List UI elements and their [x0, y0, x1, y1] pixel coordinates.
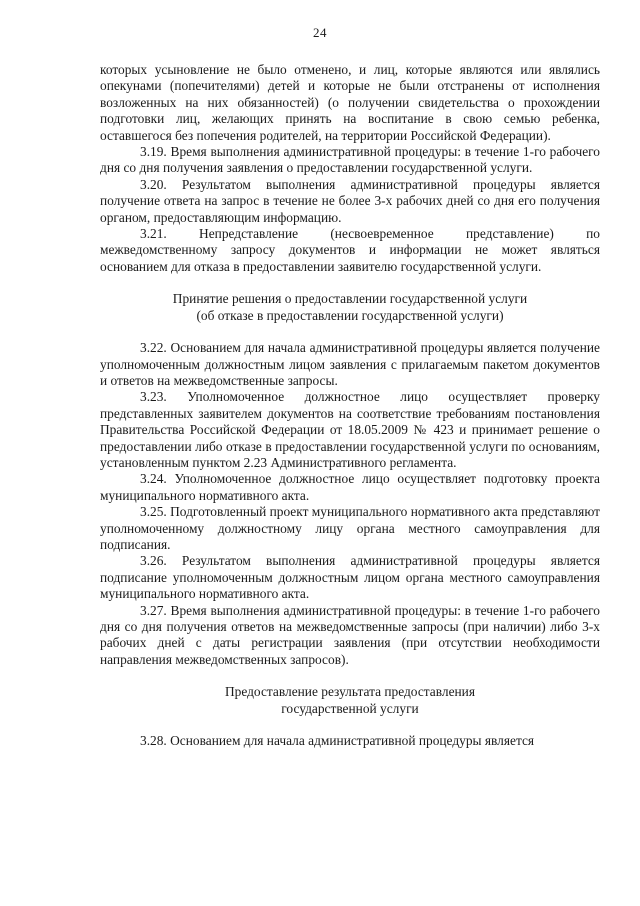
document-body	[100, 62, 600, 749]
paragraph-3-20: 3.20. Результатом выполнения административной процедуры является получение ответа на запрос в течение не более 3-х рабочих дней со дня его получения органом, предоставляющим информацию.	[100, 176, 600, 225]
section-heading-result-line-1: Предоставление результата предоставления	[224, 684, 476, 700]
paragraph-3-19: 3.19. Время выполнения административной процедуры: в течение 1-го рабочего дня со дня получения заявления о предоставлении государственной услуги.	[100, 144, 600, 176]
section-heading-decision-line-1: Принятие решения о предоставлении государственной услуги	[172, 291, 528, 307]
paragraph-3-23: 3.23. Уполномоченное должностное лицо осуществляет проверку представленных заявителем документов на соответствие требованиям постановления Правительства Российской Федерации от 18.05.2009 № 423 и принимает решение о предоставлении либо отказе в предоставлении государственной услуги по основаниям, установленным пунктом 2.23 Административного регламента.	[100, 389, 600, 470]
paragraph-3-24: 3.24. Уполномоченное должностное лицо осуществляет подготовку проекта муниципального нормативного акта.	[100, 471, 600, 503]
section-heading-result-line-2: государственной услуги	[281, 700, 419, 716]
paragraph-3-22: 3.22. Основанием для начала административной процедуры является получение уполномоченным должностным лицом заявления с прилагаемым пакетом документов и ответов на межведомственные запросы.	[100, 340, 600, 388]
paragraph-continuation: которых усыновление не было отменено, и лиц, которые являются или являлись опекунами (попечителями) детей и которые не были отстранены от исполнения возложенных на них обязанностей) (о получении свидетельства о прохождении подготовки лиц, желающих принять на воспитание в свою семью ребенка, оставшегося без попечения родителей, на территории Российской Федерации).	[100, 62, 600, 143]
paragraph-3-21: 3.21. Непредставление (несвоевременное представление) по межведомственному запросу документов и информации не может являться основанием для отказа в предоставлении заявителю государственной услуги.	[100, 226, 600, 274]
paragraph-3-25: 3.25. Подготовленный проект муниципального нормативного акта представляют уполномоченному должностному лицу органа местного самоуправления для подписания.	[100, 504, 601, 552]
paragraph-3-27: 3.27. Время выполнения административной процедуры: в течение 1-го рабочего дня со дня получения ответов на межведомственные запросы (при наличии) либо 3-х рабочих дней с даты регистрации заявления (при отсутствии необходимости направления межведомственных запросов).	[100, 602, 600, 667]
section-heading-decision-line-2: (об отказе в предоставлении государственной услуги)	[196, 307, 504, 323]
paragraph-3-26: 3.26. Результатом выполнения административной процедуры является подписание уполномоченным должностным лицом органа местного самоуправления муниципального нормативного акта.	[100, 553, 600, 602]
paragraph-3-28: 3.28. Основанием для начала административной процедуры является	[140, 733, 535, 749]
page-number: 24	[313, 25, 327, 40]
